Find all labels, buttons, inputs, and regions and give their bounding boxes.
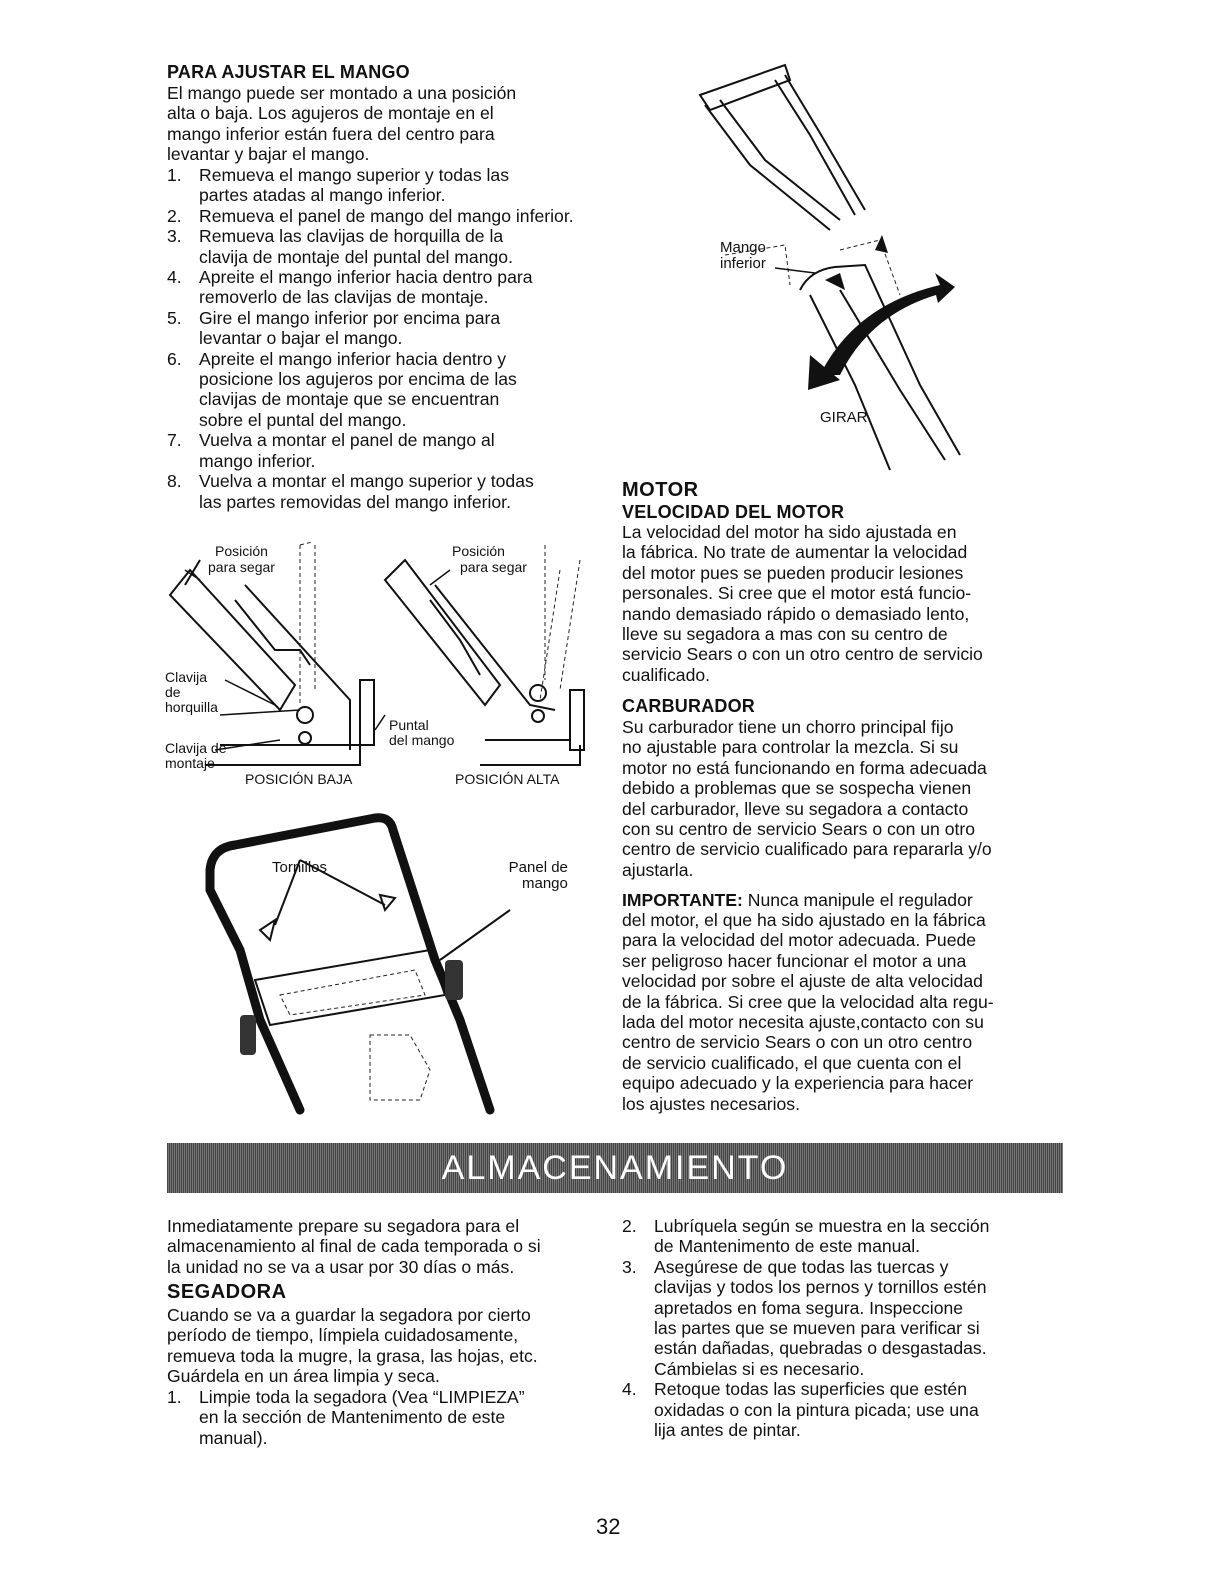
list-item-number: 1. [167, 165, 182, 185]
text-line: Cuando se va a guardar la segadora por cierto [167, 1305, 531, 1325]
label-line: inferior [720, 255, 766, 272]
text-line: período de tiempo, límpiela cuidadosamente, [167, 1325, 519, 1346]
section-banner-almacenamiento [167, 1143, 1063, 1193]
list-item-line: las partes removidas del mango inferior. [199, 491, 511, 512]
label-posicion-segar-2: Posición [452, 543, 505, 559]
label-panel-mango [508, 860, 568, 892]
almacenamiento-intro [167, 1216, 607, 1277]
list-item [167, 1387, 607, 1448]
text-line: remueva toda la mugre, la grasa, las hojas, etc. [167, 1345, 538, 1366]
list-item-number: 2. [622, 1216, 637, 1236]
label-puntal [389, 718, 454, 748]
list-item [622, 1257, 1062, 1379]
list-item-line: levantar o bajar el mango. [199, 328, 403, 349]
banner-title: ALMACENAMIENTO [441, 1148, 789, 1187]
list-item-line: clavijas y todos los pernos y tornillos estén [654, 1277, 987, 1298]
label-line: de [165, 684, 181, 700]
list-item [167, 349, 607, 431]
label-para-segar-1: para segar [208, 559, 275, 575]
text-line: lada del motor necesita ajuste,contacto con su [622, 1012, 984, 1033]
importante-first: Nunca manipule el regulador [742, 890, 973, 910]
list-item [622, 1216, 1062, 1257]
heading-velocidad-motor: VELOCIDAD DEL MOTOR [622, 502, 845, 522]
text-line: personales. Si cree que el motor está funcio- [622, 583, 972, 604]
importante-line [622, 890, 1052, 910]
text-line: la unidad no se va a usar por 30 días o más. [167, 1256, 515, 1277]
text-line: El mango puede ser montado a una posición [167, 83, 517, 103]
label-tornillos: Tornillos [272, 859, 328, 876]
list-item-number: 7. [167, 430, 182, 451]
text-line: debido a problemas que se sospecha vienen [622, 778, 972, 799]
text-line: motor no está funcionando en forma adecuada [622, 757, 987, 778]
list-item-line: Cámbielas si es necesario. [654, 1358, 865, 1379]
list-item [167, 267, 607, 308]
text-line: con su centro de servicio Sears o con un otro [622, 819, 976, 840]
list-item [167, 430, 607, 471]
label-line: Clavija de [165, 740, 227, 756]
text-line: cualificado. [622, 664, 711, 685]
section-heading-ajustar-mango: PARA AJUSTAR EL MANGO [167, 62, 410, 82]
segadora-text [167, 1305, 607, 1387]
label-mango-inferior [720, 240, 766, 272]
label-para-segar-2: para segar [460, 559, 527, 575]
almacenamiento-steps [622, 1216, 1062, 1440]
list-item-line: Lubríquela según se muestra en la sección [654, 1216, 990, 1236]
list-item-number: 2. [167, 205, 182, 226]
text-line: ajustarla. [622, 859, 694, 880]
label-line: Panel de [508, 859, 568, 876]
text-line: de la fábrica. Si cree que la velocidad alta regu- [622, 991, 994, 1012]
text-line: mango inferior están fuera del centro para [167, 123, 495, 144]
label-line: Clavija [165, 669, 208, 685]
list-item-line: Vuelva a montar el panel de mango al [199, 430, 495, 451]
list-item-line: Apreite el mango inferior hacia dentro y [199, 348, 507, 369]
carburador-text [622, 717, 1052, 880]
list-item-number: 3. [622, 1256, 637, 1277]
label-line: horquilla [165, 699, 218, 715]
list-item-line: mango inferior. [199, 450, 316, 471]
text-line: del motor pues se pueden producir lesiones [622, 562, 964, 583]
ajustar-intro [167, 83, 597, 165]
list-item-number: 4. [622, 1379, 637, 1400]
list-item-line: posicione los agujeros por encima de las [199, 369, 517, 390]
list-item-line: Apreite el mango inferior hacia dentro para [199, 267, 533, 288]
label-posicion-baja: POSICIÓN BAJA [245, 771, 353, 787]
velocidad-text [622, 522, 1052, 685]
importante-text [622, 910, 1062, 1114]
heading-motor: MOTOR [622, 479, 699, 501]
list-item-line: oxidadas o con la pintura picada; use una [654, 1399, 979, 1420]
list-item-line: removerlo de las clavijas de montaje. [199, 287, 489, 308]
text-line: Su carburador tiene un chorro principal fijo [622, 717, 954, 737]
list-item-line: en la sección de Mantenimento de este [199, 1407, 506, 1428]
text-line: del motor, el que ha sido ajustado en la fábrica [622, 910, 986, 930]
text-line: centro de servicio Sears o con un otro centro [622, 1032, 973, 1053]
heading-segadora: SEGADORA [167, 1281, 287, 1303]
list-item [167, 308, 607, 349]
text-line: levantar y bajar el mango. [167, 144, 370, 165]
text-line: los ajustes necesarios. [622, 1093, 800, 1114]
label-posicion-segar-1: Posición [215, 543, 268, 559]
text-line: no ajustable para controlar la mezcla. Si su [622, 737, 959, 758]
text-line: para la velocidad del motor adecuada. Puede [622, 930, 977, 951]
list-item-number: 3. [167, 226, 182, 247]
list-item-number: 8. [167, 471, 182, 492]
label-posicion-alta: POSICIÓN ALTA [455, 771, 560, 787]
list-item [167, 226, 607, 267]
list-item-line: las partes que se mueven para verificar si [654, 1318, 980, 1339]
label-clavija-montaje [165, 741, 226, 771]
text-line: centro de servicio cualificado para repararla y/o [622, 839, 992, 860]
list-item-line: Vuelva a montar el mango superior y todas [199, 471, 534, 492]
text-line: servicio Sears o con un otro centro de servicio [622, 644, 983, 665]
text-line: Inmediatamente prepare su segadora para el [167, 1216, 520, 1236]
list-item-line: Gire el mango inferior por encima para [199, 307, 501, 328]
list-item-line: de Mantenimento de este manual. [654, 1236, 921, 1257]
list-item-line: Remueva las clavijas de horquilla de la [199, 226, 504, 247]
list-item [167, 471, 607, 512]
text-line: nando demasiado rápido o demasiado lento, [622, 603, 970, 624]
list-item-number: 4. [167, 267, 182, 288]
text-line: ser peligroso hacer funcionar el motor a una [622, 950, 967, 971]
label-line: montaje [165, 755, 215, 771]
list-item [167, 206, 607, 226]
list-item-line: están dañadas, quebradas o desgastadas. [654, 1338, 987, 1359]
list-item-number: 1. [167, 1387, 182, 1407]
list-item-line: clavija de montaje del puntal del mango. [199, 246, 513, 267]
list-item [622, 1379, 1062, 1440]
list-item-line: sobre el puntal del mango. [199, 409, 407, 430]
text-line: velocidad por sobre el ajuste de alta velocidad [622, 971, 983, 992]
text-line: de servicio cualificado, el que cuenta con el [622, 1052, 962, 1073]
label-girar: GIRAR [820, 409, 868, 426]
list-item-line: manual). [199, 1427, 268, 1448]
page-number: 32 [596, 1514, 621, 1539]
list-item-line: lija antes de pintar. [654, 1420, 801, 1441]
text-line: la fábrica. No trate de aumentar la velocidad [622, 542, 968, 563]
ajustar-steps [167, 165, 607, 512]
label-line: del mango [389, 732, 455, 748]
segadora-steps [167, 1387, 607, 1448]
text-line: equipo adecuado y la experiencia para hacer [622, 1073, 974, 1094]
list-item [167, 165, 607, 206]
label-line: mango [522, 875, 568, 892]
heading-carburador: CARBURADOR [622, 696, 755, 716]
list-item-line: partes atadas al mango inferior. [199, 185, 446, 206]
list-item-number: 5. [167, 307, 182, 328]
list-item-line: Asegúrese de que todas las tuercas y [654, 1256, 949, 1277]
text-line: del carburador, lleve su segadora a contacto [622, 798, 969, 819]
list-item-line: Limpie toda la segadora (Vea “LIMPIEZA” [199, 1387, 525, 1407]
list-item-line: clavijas de montaje que se encuentran [199, 389, 500, 410]
importante-label: IMPORTANTE: [622, 890, 743, 910]
list-item-number: 6. [167, 348, 182, 369]
label-line: Mango [720, 239, 766, 256]
list-item-line: Remueva el panel de mango del mango inferior. [199, 205, 574, 226]
list-item-line: Remueva el mango superior y todas las [199, 165, 510, 185]
text-line: alta o baja. Los agujeros de montaje en el [167, 103, 494, 124]
label-clavija-horquilla [165, 670, 218, 715]
list-item-line: apretados en foma segura. Inspeccione [654, 1297, 964, 1318]
list-item-line: Retoque todas las superficies que estén [654, 1379, 967, 1400]
text-line: almacenamiento al final de cada temporada o si [167, 1236, 541, 1257]
text-line: lleve su segadora a mas con su centro de [622, 624, 948, 645]
text-line: Guárdela en un área limpia y seca. [167, 1366, 440, 1387]
text-line: La velocidad del motor ha sido ajustada en [622, 522, 957, 542]
label-line: Puntal [389, 717, 429, 733]
